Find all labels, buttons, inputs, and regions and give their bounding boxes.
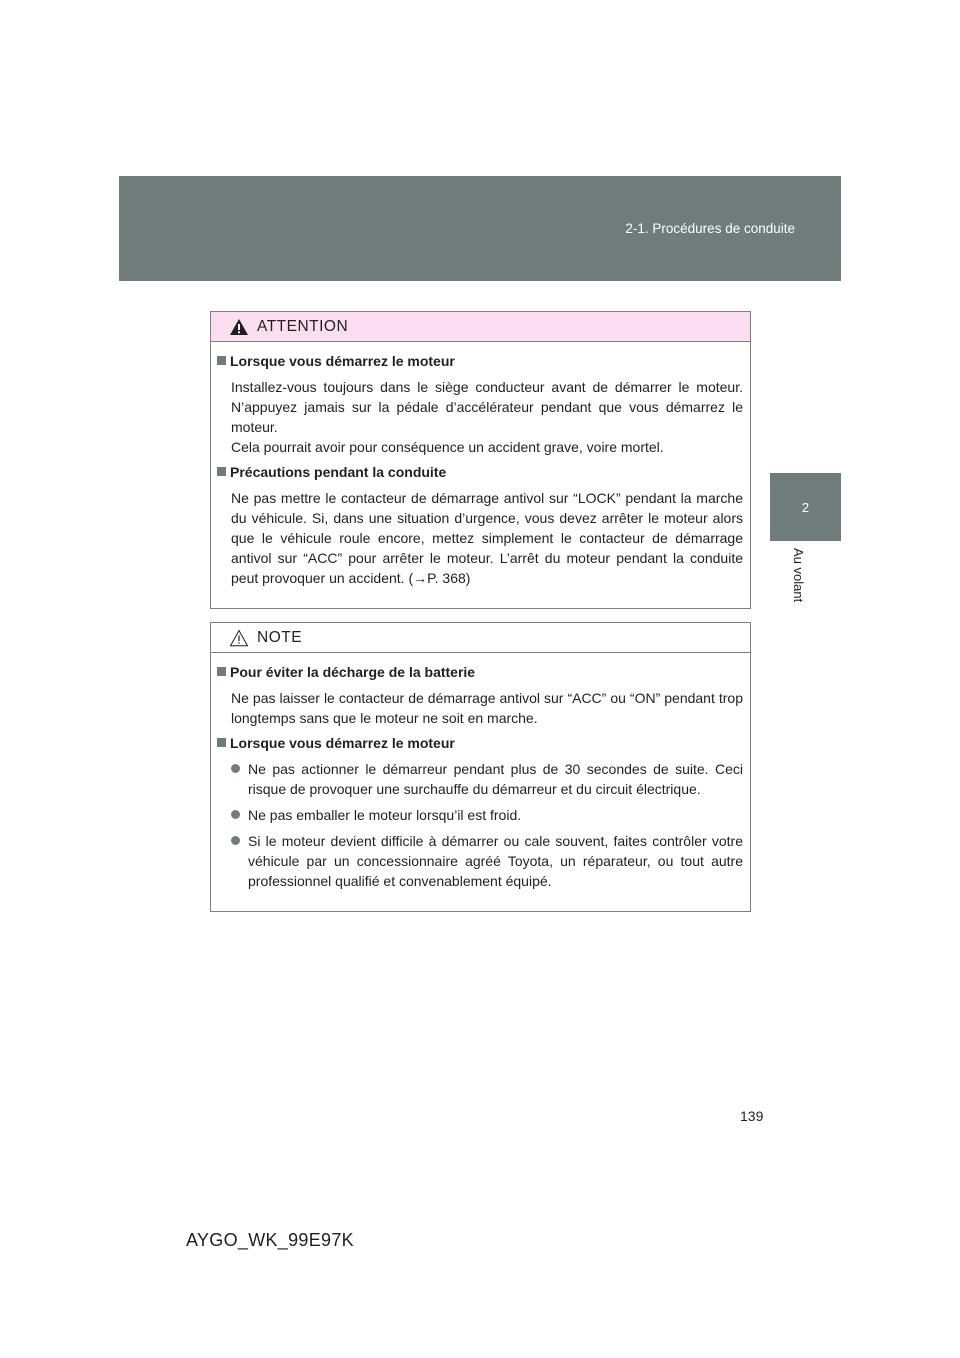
- section-heading: [217, 352, 743, 371]
- paragraph-text: Installez-vous toujours dans le siège conducteur avant de démarrer le moteur. N’appuyez jamais sur la pédale d’accélérateur pendant que vous démarrez le moteur.: [231, 379, 743, 435]
- chapter-tab: [770, 473, 841, 541]
- section-heading: [217, 663, 743, 682]
- round-bullet-icon: [231, 764, 240, 773]
- paragraph-text: Cela pourrait avoir pour conséquence un accident grave, voire mortel.: [231, 439, 664, 455]
- note-body: [211, 653, 750, 911]
- list-item: [231, 759, 743, 799]
- heading-text: Lorsque vous démarrez le moteur: [230, 353, 455, 369]
- list-item: [231, 805, 743, 825]
- square-bullet-icon: [217, 356, 226, 365]
- page-number: 139: [740, 1108, 764, 1124]
- paragraph: Ne pas laisser le contacteur de démarrage antivol sur “ACC” ou “ON” pendant trop longtemps sans que le moteur ne soit en marche.: [231, 690, 743, 726]
- attention-title: ATTENTION: [257, 317, 349, 335]
- paragraph: [231, 377, 743, 457]
- paragraph: Ne pas mettre le contacteur de démarrage antivol sur “LOCK” pendant la marche du véhicule. Si, dans une situation d’urgence, vous devez arrêter le moteur alors que le véhicule roule encore, mettez simplement le contacteur de démarrage antivol sur “ACC” pour arrêter le moteur. L’arrêt du moteur pendant la conduite peut provoquer un accident. (→P. 368): [231, 490, 743, 586]
- note-title: NOTE: [257, 628, 303, 646]
- square-bullet-icon: [217, 738, 226, 747]
- attention-header: [211, 312, 750, 342]
- heading-text: Précautions pendant la conduite: [230, 464, 447, 480]
- attention-box: [210, 311, 751, 609]
- list-item-text: Si le moteur devient difficile à démarrer ou cale souvent, faites contrôler votre véhicule par un concessionnaire agréé Toyota, un réparateur, ou tout autre professionnel qualifié et convenablement équipé.: [248, 833, 743, 889]
- chapter-number: 2: [801, 500, 810, 515]
- note-box: [210, 622, 751, 912]
- section-heading: [217, 463, 743, 482]
- round-bullet-icon: [231, 810, 240, 819]
- section-title: 2-1. Procédures de conduite: [625, 221, 795, 236]
- section-heading: [217, 734, 743, 753]
- header-band: [119, 176, 841, 281]
- chapter-title: Au volant: [791, 548, 806, 603]
- list-item-text: Ne pas emballer le moteur lorsqu’il est froid.: [248, 807, 522, 823]
- heading-text: Lorsque vous démarrez le moteur: [230, 735, 455, 751]
- square-bullet-icon: [217, 467, 226, 476]
- square-bullet-icon: [217, 667, 226, 676]
- note-header: [211, 623, 750, 653]
- document-code: AYGO_WK_99E97K: [186, 1230, 354, 1250]
- heading-text: Pour éviter la décharge de la batterie: [230, 664, 476, 680]
- round-bullet-icon: [231, 836, 240, 845]
- list-item-text: Ne pas actionner le démarreur pendant plus de 30 secondes de suite. Ceci risque de provoquer une surchauffe du démarreur et du circuit électrique.: [248, 761, 743, 797]
- list-item: [231, 831, 743, 891]
- caution-triangle-icon: [229, 629, 249, 647]
- warning-triangle-icon: [229, 318, 249, 336]
- attention-body: [211, 342, 750, 608]
